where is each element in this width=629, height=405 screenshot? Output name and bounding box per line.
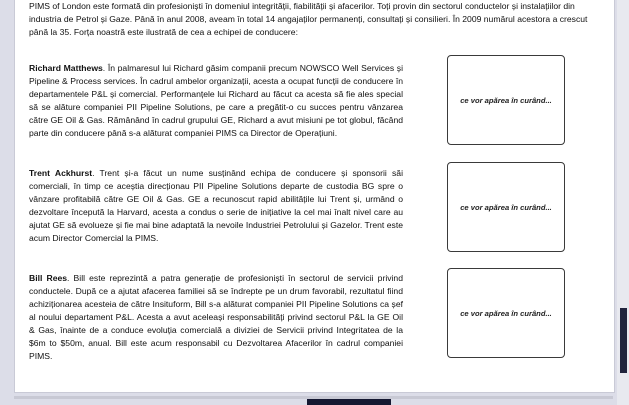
team-member-bill-rees <box>29 272 403 363</box>
photo-placeholder-trent <box>447 162 565 252</box>
member-name: Bill Rees <box>29 273 68 283</box>
member-name: Trent Ackhurst <box>29 168 93 178</box>
placeholder-text: ce vor apărea în curând... <box>460 308 552 318</box>
team-member-richard-matthews <box>29 62 403 140</box>
placeholder-text: ce vor apărea în curând... <box>460 95 552 105</box>
scrollbar-thumb[interactable] <box>620 308 627 373</box>
member-bio: . Trent și-a făcut un nume susținând echipa de conducere și sponsorii săi comerciali, în timp ce aceștia direcționau PII Pipeline Solutions departe de custodia BG spre o vânzare profitabilă către GE Oil & Gas. GE a recunoscut rapid abilitățile lui Trent și, urmând o dezvoltare începută la Harvard, acesta a condus o serie de inițiative la cel mai înalt nivel care au ajutat GE să evolueze și fie mai bine adaptată la nevoile Industriei Petrolului și Gazelor. Trent este acum Director Comercial la PIMS. <box>29 168 403 243</box>
member-name: Richard Matthews <box>29 63 103 73</box>
intro-paragraph: PIMS of London este formată din profesioniști în domeniul integrității, fiabilității și afacerilor. Toți provin din sectorul conductelor și instalațiilor din industria de Petrol și Gaze. Până în anul 2008, aveam în total 14 angajaților permanenți, consultați și consilieri. În 2009 numărul acestora a crescut până la 35. Forța noastră este ilustrată de cea a echipei de conducere: <box>29 1 588 37</box>
member-bio: . Bill este reprezintă a patra generație de profesioniști în sectorul de servicii privind conductele. După ce a ajutat afacerea familiei să se îndrepte pe un drum favorabil, rezultatul fiind achiziționarea acesteia de către Insituform, Bill s-a alăturat companiei PII Pipeline Solutions ca șef al noului departament P&L. Acesta a avut aceleași responsabilități privind sectorul P&L la GE Oil & Gas, înainte de a conduce evoluția comercială a diviziei de Servicii privind Integritatea de la $6m to $50m, anual. Bill este acum responsabil cu Dezvoltarea Afacerilor în cadrul companiei PIMS. <box>29 273 403 361</box>
placeholder-text: ce vor apărea în curând... <box>460 202 552 212</box>
photo-placeholder-richard <box>447 55 565 145</box>
member-bio: . În palmaresul lui Richard găsim companii precum NOWSCO Well Services și Pipeline & Process services. În cadrul ambelor organizații, acesta a ocupat funcții de conducere în departamentele P&L și comercial. Performanțele lui Richard au făcut ca acesta să fie ales special să se alăture companiei PII Pipeline Solutions, pe care a pregătit-o cu succes pentru vânzarea către GE Oil & Gas. Rămânând în cadrul grupului GE, Richard a avut misiuni pe tot globul, făcând parte din conducere până s-a alăturat companiei PIMS ca Director de Operațiuni. <box>29 63 403 138</box>
team-member-trent-ackhurst <box>29 167 403 245</box>
bottom-nav-tab[interactable] <box>307 399 391 405</box>
photo-placeholder-bill <box>447 268 565 358</box>
